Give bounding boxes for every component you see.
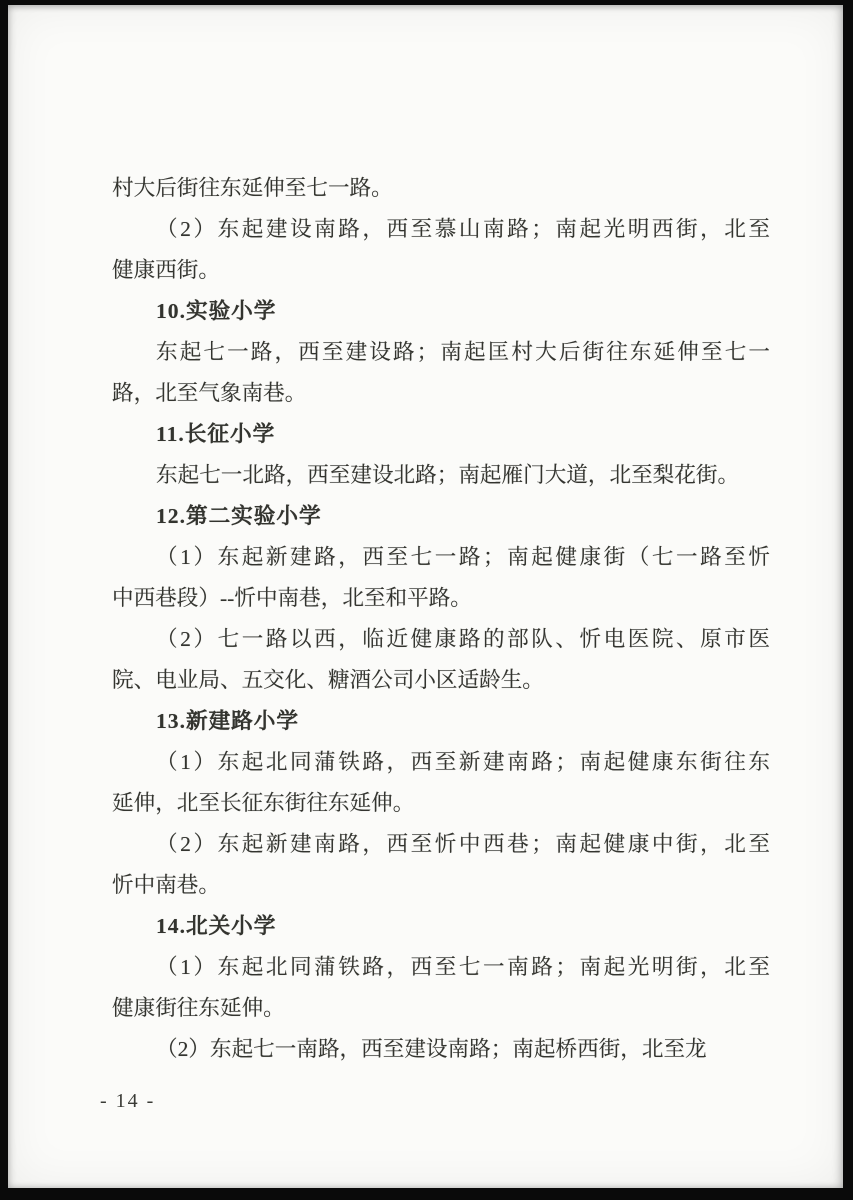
text-line: 院、电业局、五交化、糖酒公司小区适龄生。 [112, 668, 544, 692]
text-line: （2）东起新建南路，西至忻中西巷；南起健康中街，北至 [156, 832, 770, 856]
heading-line: 11.长征小学 [156, 422, 276, 446]
section-heading-school-11 [112, 414, 770, 455]
paragraph [112, 947, 770, 1029]
paragraph [112, 1029, 770, 1070]
heading-line: 13.新建路小学 [156, 709, 299, 733]
text-line: （2）东起建设南路，西至慕山南路；南起光明西街，北至 [156, 217, 770, 241]
section-heading-school-12 [112, 496, 770, 537]
paragraph [112, 455, 770, 496]
text-line: （2）七一路以西，临近健康路的部队、忻电医院、原市医 [156, 627, 770, 651]
text-line: （1）东起新建路，西至七一路；南起健康街（七一路至忻 [156, 545, 770, 569]
paragraph [112, 824, 770, 906]
heading-line: 12.第二实验小学 [156, 504, 322, 528]
section-heading-school-13 [112, 701, 770, 742]
heading-line: 14.北关小学 [156, 914, 277, 938]
paragraph [112, 332, 770, 414]
paragraph [112, 742, 770, 824]
text-line: 忻中南巷。 [112, 873, 220, 897]
paragraph-continuation [112, 168, 770, 209]
text-line: 路，北至气象南巷。 [112, 381, 307, 405]
text-line: （1）东起北同蒲铁路，西至新建南路；南起健康东街往东 [156, 750, 770, 774]
document-body [112, 168, 770, 1070]
paragraph [112, 209, 770, 291]
text-line: 东起七一路，西至建设路；南起匡村大后街往东延伸至七一 [156, 340, 770, 364]
text-line: 村大后街往东延伸至七一路。 [112, 176, 393, 200]
paragraph [112, 537, 770, 619]
page-surface [8, 5, 843, 1188]
text-line: 中西巷段）--忻中南巷，北至和平路。 [112, 586, 472, 610]
section-heading-school-14 [112, 906, 770, 947]
text-line: （1）东起北同蒲铁路，西至七一南路；南起光明街，北至 [156, 955, 770, 979]
paragraph [112, 619, 770, 701]
text-line: （2）东起七一南路，西至建设南路；南起桥西街，北至龙 [156, 1037, 707, 1061]
text-line: 健康西街。 [112, 258, 220, 282]
text-line: 东起七一北路，西至建设北路；南起雁门大道，北至梨花街。 [156, 463, 740, 487]
heading-line: 10.实验小学 [156, 299, 277, 323]
text-line: 健康街往东延伸。 [112, 996, 285, 1020]
page-number: - 14 - [100, 1090, 156, 1112]
section-heading-school-10 [112, 291, 770, 332]
text-line: 延伸，北至长征东街往东延伸。 [112, 791, 415, 815]
